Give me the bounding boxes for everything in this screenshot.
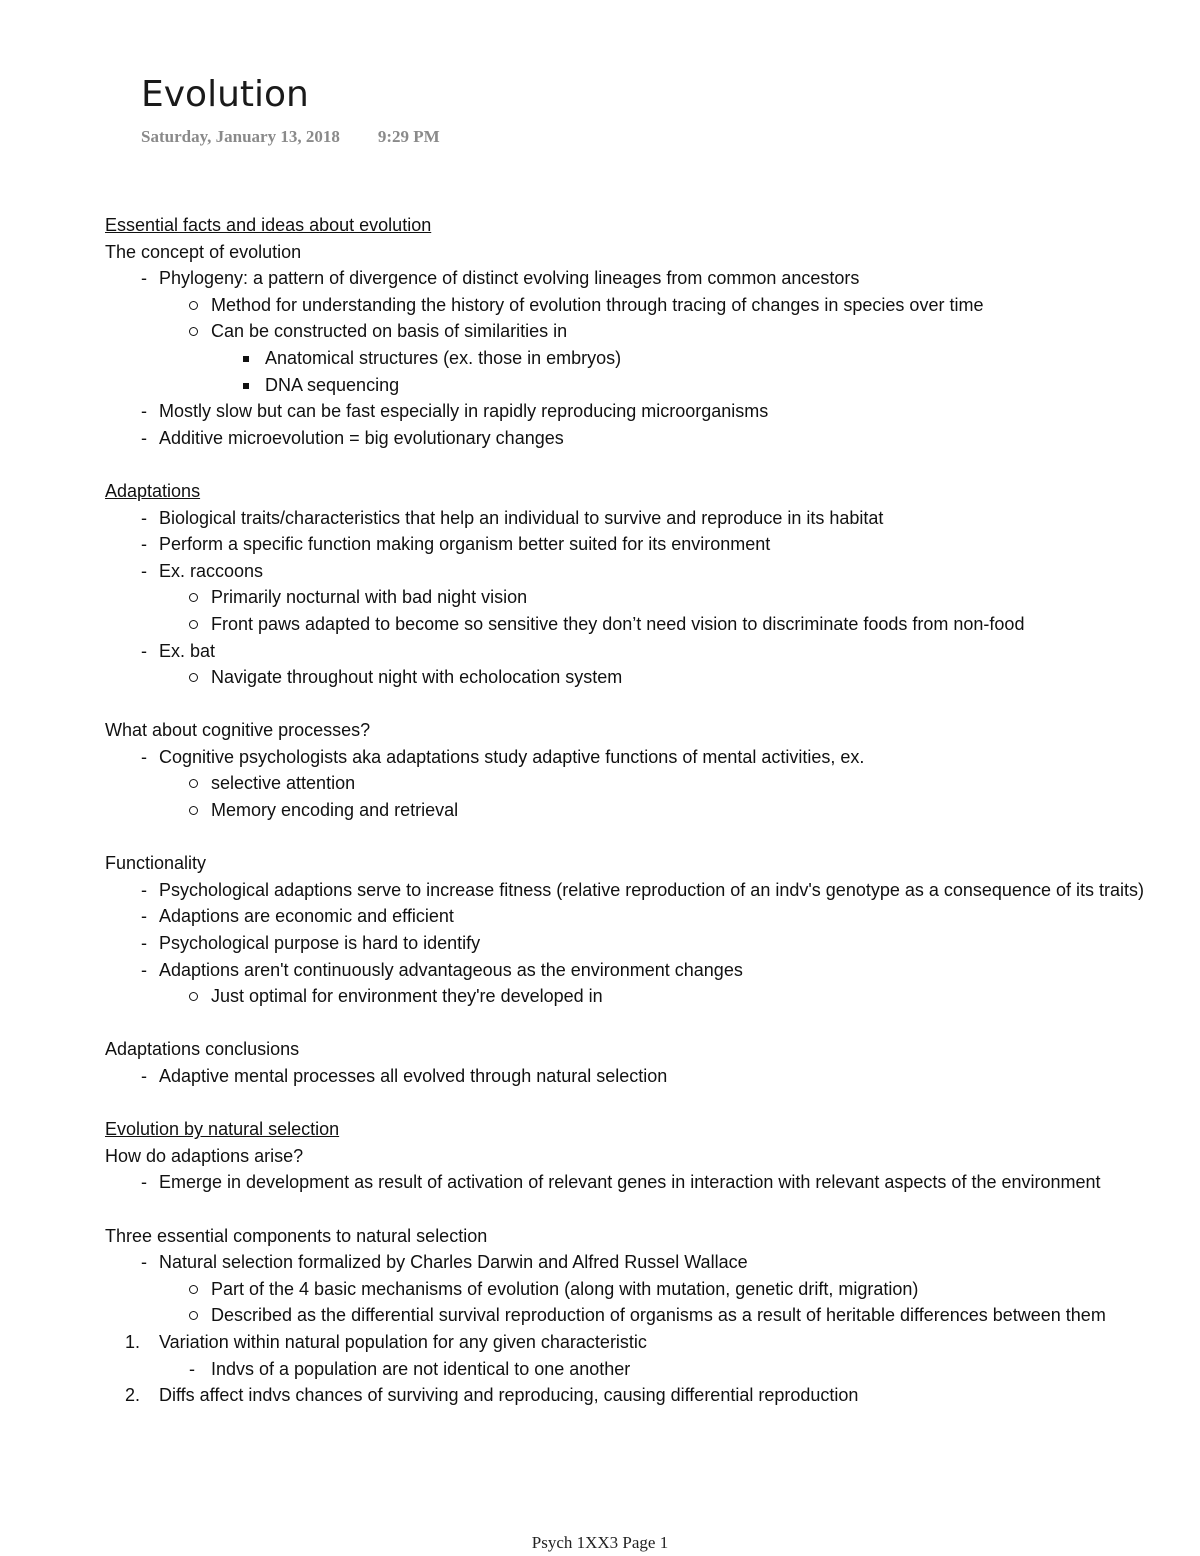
list-item-text: Variation within natural population for any given characteristic: [159, 1331, 647, 1352]
list-item-text: DNA sequencing: [265, 374, 400, 395]
dash-bullet-icon: [141, 1169, 147, 1196]
list-item: [105, 584, 1165, 611]
list-item: [105, 372, 1165, 399]
list-item: [105, 265, 1165, 292]
subheading: What about cognitive processes?: [105, 720, 371, 741]
list-item-text: Primarily nocturnal with bad night vision: [211, 587, 528, 608]
list-number: 1.: [125, 1331, 141, 1352]
list-item-text: Indvs of a population are not identical to one another: [211, 1358, 631, 1379]
list-item-text: Navigate throughout night with echolocation system: [211, 667, 623, 688]
circle-bullet-icon: [189, 673, 198, 682]
list-item: [105, 930, 1165, 957]
list-item-text: Just optimal for environment they're developed in: [211, 986, 603, 1007]
dash-bullet-icon: [141, 957, 147, 984]
section-heading: Adaptations: [105, 480, 201, 501]
circle-bullet-icon: [189, 620, 198, 629]
note-body: [105, 212, 1165, 1409]
list-item: [105, 292, 1165, 319]
section-heading: Essential facts and ideas about evolution: [105, 215, 432, 235]
circle-bullet-icon: [189, 1311, 198, 1320]
list-item: [105, 398, 1165, 425]
page-title: Evolution: [141, 74, 309, 115]
list-item-text: Additive microevolution = big evolutionary changes: [159, 427, 564, 448]
dash-bullet-icon: [141, 877, 147, 904]
list-item: [105, 903, 1165, 930]
dash-bullet-icon: [141, 903, 147, 930]
subheading: How do adaptions arise?: [105, 1145, 304, 1166]
list-item-text: Anatomical structures (ex. those in embryos): [265, 347, 622, 368]
list-item-text: Perform a specific function making organism better suited for its environment: [159, 534, 771, 555]
dash-bullet-icon: [141, 1249, 147, 1276]
dash-bullet-icon: [141, 398, 147, 425]
list-item-text: Can be constructed on basis of similarities in: [211, 321, 568, 342]
dash-bullet-icon: [141, 1063, 147, 1090]
dash-bullet-icon: [141, 265, 147, 292]
square-bullet-icon: [243, 383, 249, 389]
list-item-text: Ex. raccoons: [159, 560, 264, 581]
circle-bullet-icon: [189, 779, 198, 788]
page-time: 9:29 PM: [377, 127, 440, 146]
page-footer: Psych 1XX3 Page 1: [531, 1533, 669, 1552]
list-item-text: Adaptive mental processes all evolved through natural selection: [159, 1066, 668, 1086]
section-heading: Evolution by natural selection: [105, 1119, 340, 1140]
list-item-text: Biological traits/characteristics that help an individual to survive and reproduce in its habitat: [159, 507, 884, 528]
dash-bullet-icon: [141, 505, 147, 532]
list-item: [105, 957, 1165, 984]
square-bullet-icon: [243, 356, 249, 362]
list-item: [105, 425, 1165, 452]
dash-bullet-icon: [141, 425, 147, 452]
list-item: [105, 1063, 1165, 1090]
list-item-text: Ex. bat: [159, 640, 216, 661]
list-item: [105, 531, 1165, 558]
subheading: Adaptations conclusions: [105, 1039, 300, 1060]
dash-bullet-icon: [141, 531, 147, 558]
circle-bullet-icon: [189, 327, 198, 336]
list-item-text: Emerge in development as result of activation of relevant genes in interaction with relevant aspects of the environment: [159, 1172, 1101, 1193]
subheading: The concept of evolution: [105, 241, 302, 262]
list-item: [105, 1249, 1165, 1276]
list-item: [105, 1169, 1165, 1196]
list-item-text: Natural selection formalized by Charles Darwin and Alfred Russel Wallace: [159, 1252, 748, 1273]
circle-bullet-icon: [189, 806, 198, 815]
list-item: [105, 744, 1165, 771]
list-item-text: Adaptions aren't continuously advantageous as the environment changes: [159, 959, 743, 980]
list-item-text: Mostly slow but can be fast especially in rapidly reproducing microorganisms: [159, 401, 769, 422]
list-item: [105, 797, 1165, 824]
list-item: [105, 345, 1165, 372]
list-item: [105, 505, 1165, 532]
page-date: Saturday, January 13, 2018: [141, 127, 340, 146]
list-item: [105, 638, 1165, 665]
list-item-text: Diffs affect indvs chances of surviving and reproducing, causing differential reproduction: [159, 1385, 859, 1406]
list-item-text: Psychological adaptions serve to increase fitness (relative reproduction of an indv's genotype as a consequence of its traits): [159, 879, 1144, 900]
circle-bullet-icon: [189, 301, 198, 310]
list-item: [105, 558, 1165, 585]
circle-bullet-icon: [189, 1285, 198, 1294]
list-item-text: Method for understanding the history of evolution through tracing of changes in species over time: [211, 294, 984, 315]
dash-bullet-icon: [141, 558, 147, 585]
dash-bullet-icon: [141, 638, 147, 665]
subheading: Three essential components to natural selection: [105, 1225, 488, 1246]
list-item: [105, 1356, 1165, 1383]
list-item-text: Memory encoding and retrieval: [211, 800, 459, 821]
dash-bullet-icon: [189, 1356, 195, 1383]
list-item-text: Phylogeny: a pattern of divergence of distinct evolving lineages from common ancestors: [159, 268, 860, 289]
list-item-text: Cognitive psychologists aka adaptations study adaptive functions of mental activities, ex.: [159, 746, 865, 767]
list-item: [105, 318, 1165, 345]
circle-bullet-icon: [189, 593, 198, 602]
list-item: [105, 877, 1165, 904]
dash-bullet-icon: [141, 930, 147, 957]
list-item: [105, 983, 1165, 1010]
list-item: [105, 1276, 1165, 1303]
numbered-item: [105, 1329, 1165, 1356]
list-item-text: Front paws adapted to become so sensitive they don’t need vision to discriminate foods from non-food: [211, 613, 1025, 634]
list-item-text: selective attention: [211, 773, 356, 794]
list-item-text: Part of the 4 basic mechanisms of evolution (along with mutation, genetic drift, migration): [211, 1278, 919, 1299]
list-item-text: Adaptions are economic and efficient: [159, 906, 454, 927]
circle-bullet-icon: [189, 992, 198, 1001]
list-number: 2.: [125, 1385, 141, 1406]
page-meta: [141, 127, 440, 147]
list-item: [105, 770, 1165, 797]
dash-bullet-icon: [141, 744, 147, 771]
numbered-item: [105, 1382, 1165, 1409]
list-item: [105, 664, 1165, 691]
list-item: [105, 1302, 1165, 1329]
list-item-text: Psychological purpose is hard to identify: [159, 933, 481, 954]
list-item: [105, 611, 1165, 638]
subheading: Functionality: [105, 853, 207, 874]
list-item-text: Described as the differential survival reproduction of organisms as a result of heritable differences between them: [211, 1305, 1106, 1326]
